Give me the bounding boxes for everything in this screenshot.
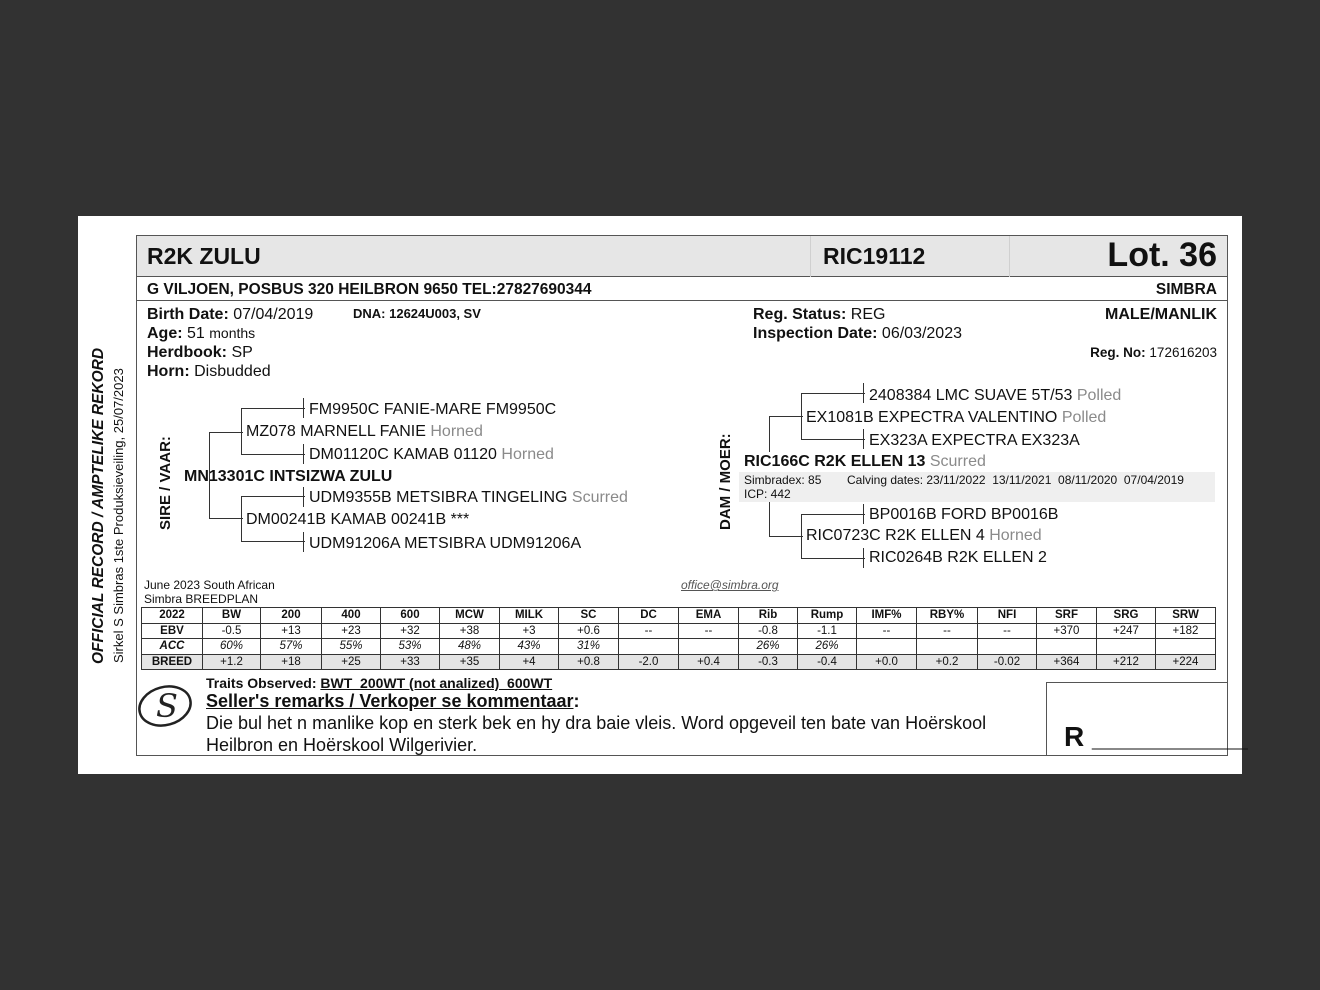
table-cell: SRF (1037, 608, 1097, 624)
breedplan-line2: Simbra BREEDPLAN (144, 592, 259, 606)
dam-name: RIC166C R2K ELLEN 13 Scurred (744, 453, 986, 470)
header-bar (137, 236, 1227, 277)
svg-text:S: S (156, 687, 178, 725)
owner-details: G VILJOEN, POSBUS 320 HEILBRON 9650 TEL:27827690344 (147, 281, 592, 298)
table-cell: -1.1 (798, 623, 857, 639)
table-cell: +370 (1037, 623, 1097, 639)
sire-name: MN13301C INTSIZWA ZULU (184, 468, 393, 485)
table-cell: -- (917, 623, 978, 639)
sirkel-s-logo (136, 682, 194, 730)
dam-dam: RIC0723C R2K ELLEN 4 Horned (806, 527, 1042, 544)
table-cell: MILK (500, 608, 559, 624)
icp: ICP: 442 (744, 487, 791, 501)
table-cell: +0.8 (559, 654, 619, 670)
dam-dam-sire: BP0016B FORD BP0016B (869, 506, 1059, 523)
table-cell: -- (679, 623, 739, 639)
reg-status: Reg. Status: REG (753, 306, 886, 323)
ebv-table (141, 607, 1216, 670)
table-cell (857, 639, 917, 655)
animal-name: R2K ZULU (147, 243, 261, 269)
table-cell: +0.0 (857, 654, 917, 670)
remarks-line1: Die bul het n manlike kop en sterk bek en hy dra baie vleis. Word opgeveil ten bate van Hoërskool (206, 713, 987, 733)
table-cell: DC (619, 608, 679, 624)
dam-sire-dam: EX323A EXPECTRA EX323A (869, 432, 1080, 449)
breedplan-line1: June 2023 South African (144, 578, 275, 592)
table-cell: +38 (440, 623, 500, 639)
table-cell: +224 (1156, 654, 1216, 670)
table-cell: +4 (500, 654, 559, 670)
sire-sire-sire: FM9950C FANIE-MARE FM9950C (309, 401, 557, 418)
table-cell (1037, 639, 1097, 655)
table-cell: 600 (381, 608, 440, 624)
table-cell: +35 (440, 654, 500, 670)
table-cell: +25 (322, 654, 381, 670)
table-cell: +1.2 (203, 654, 261, 670)
table-cell: +0.4 (679, 654, 739, 670)
table-cell: RBY% (917, 608, 978, 624)
table-cell: +33 (381, 654, 440, 670)
table-row (142, 639, 1216, 655)
sex-label: MALE/MANLIK (1105, 306, 1217, 323)
price-field[interactable]: R __________ (1064, 721, 1248, 752)
table-cell: 400 (322, 608, 381, 624)
table-row (142, 623, 1216, 639)
inspection-date: Inspection Date: 06/03/2023 (753, 325, 962, 342)
table-row (142, 608, 1216, 624)
table-cell: 26% (798, 639, 857, 655)
dam-sire: EX1081B EXPECTRA VALENTINO Polled (806, 409, 1107, 426)
table-cell: +13 (261, 623, 322, 639)
table-cell (1156, 639, 1216, 655)
table-cell: SRG (1097, 608, 1156, 624)
reg-number: Reg. No: 172616203 (1090, 345, 1217, 360)
auction-subtitle: Sirkel S Simbras 1ste Produksieveiling, 25/07/2023 (111, 368, 126, 663)
table-cell: +212 (1097, 654, 1156, 670)
table-cell (619, 639, 679, 655)
herdbook: Herdbook: SP (147, 344, 253, 361)
table-cell: BREED (142, 654, 203, 670)
table-cell: -0.5 (203, 623, 261, 639)
table-cell: IMF% (857, 608, 917, 624)
table-cell: Rib (739, 608, 798, 624)
table-cell: -- (857, 623, 917, 639)
table-cell: Rump (798, 608, 857, 624)
remarks-line2: Heilbron en Hoërskool Wilgerivier. (206, 735, 478, 755)
table-cell: -0.4 (798, 654, 857, 670)
table-cell: SRW (1156, 608, 1216, 624)
horn-status: Horn: Disbudded (147, 363, 271, 380)
table-cell: 53% (381, 639, 440, 655)
table-cell: +0.2 (917, 654, 978, 670)
table-cell: 48% (440, 639, 500, 655)
sire-sire: MZ078 MARNELL FANIE Horned (246, 423, 483, 440)
table-cell: +182 (1156, 623, 1216, 639)
traits-observed: Traits Observed: BWT 200WT (not analized) 600WT (206, 675, 553, 691)
table-cell: +364 (1037, 654, 1097, 670)
table-cell: NFI (978, 608, 1037, 624)
table-cell: -0.8 (739, 623, 798, 639)
table-cell: +23 (322, 623, 381, 639)
animal-code: RIC19112 (823, 243, 926, 269)
official-record-label: OFFICIAL RECORD / AMPTELIKE REKORD (90, 347, 107, 664)
table-cell: BW (203, 608, 261, 624)
seller-remarks-heading: Seller's remarks / Verkoper se kommentaar: (206, 691, 580, 711)
sire-sire-dam: DM01120C KAMAB 01120 Horned (309, 446, 554, 463)
sire-dam: DM00241B KAMAB 00241B *** (246, 511, 470, 528)
dna-info: DNA: 12624U003, SV (353, 306, 481, 321)
table-cell: +3 (500, 623, 559, 639)
table-cell (978, 639, 1037, 655)
table-cell: 31% (559, 639, 619, 655)
simbradex: Simbradex: 85 (744, 473, 822, 487)
table-cell (679, 639, 739, 655)
table-cell: EBV (142, 623, 203, 639)
age: Age: 51 months (147, 325, 256, 342)
table-row (142, 654, 1216, 670)
dam-sire-sire: 2408384 LMC SUAVE 5T/53 Polled (869, 387, 1122, 404)
table-cell: 60% (203, 639, 261, 655)
sire-dam-dam: UDM91206A METSIBRA UDM91206A (309, 535, 582, 552)
table-cell: 26% (739, 639, 798, 655)
table-cell: -2.0 (619, 654, 679, 670)
birth-date: Birth Date: 07/04/2019 (147, 306, 314, 323)
table-cell: EMA (679, 608, 739, 624)
calving-dates: Calving dates: 23/11/2022 13/11/2021 08/11/2020 07/04/2019 (847, 473, 1184, 487)
table-cell: -- (619, 623, 679, 639)
dam-dam-dam: RIC0264B R2K ELLEN 2 (869, 549, 1047, 566)
table-cell: -- (978, 623, 1037, 639)
breed-label: SIMBRA (1155, 281, 1217, 298)
table-cell: +32 (381, 623, 440, 639)
table-cell: +247 (1097, 623, 1156, 639)
table-cell: MCW (440, 608, 500, 624)
lot-card (78, 216, 1248, 774)
table-cell: +18 (261, 654, 322, 670)
table-cell: -0.3 (739, 654, 798, 670)
table-cell: 200 (261, 608, 322, 624)
table-cell: ACC (142, 639, 203, 655)
email-link[interactable]: office@simbra.org (681, 578, 779, 592)
table-cell: +0.6 (559, 623, 619, 639)
table-cell (1097, 639, 1156, 655)
table-cell: -0.02 (978, 654, 1037, 670)
table-cell: 57% (261, 639, 322, 655)
table-cell: 55% (322, 639, 381, 655)
table-cell (917, 639, 978, 655)
sire-label: SIRE / VAAR: (157, 436, 174, 530)
dam-label: DAM / MOER: (717, 433, 734, 530)
lot-number: Lot. 36 (1107, 236, 1217, 274)
sire-dam-sire: UDM9355B METSIBRA TINGELING Scurred (309, 489, 628, 506)
table-cell: 43% (500, 639, 559, 655)
table-cell: 2022 (142, 608, 203, 624)
table-cell: SC (559, 608, 619, 624)
